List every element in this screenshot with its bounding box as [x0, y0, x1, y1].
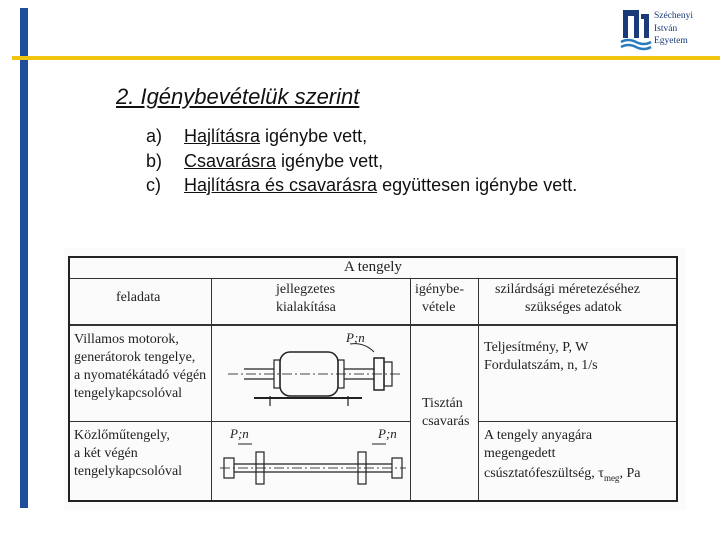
logo-line: István	[654, 23, 678, 34]
table-rule	[478, 278, 479, 500]
table-rule	[478, 421, 676, 422]
logo-emblem-icon	[620, 8, 652, 52]
header-task: feladata	[116, 290, 161, 305]
row1-task-line: a nyomatékátadó végén	[74, 368, 207, 383]
scanned-table-image	[64, 248, 686, 510]
table-rule	[70, 421, 410, 422]
list-item-text: együttesen igénybe vett.	[377, 175, 578, 195]
shaft-table	[68, 256, 678, 502]
row2-power-label-right: P;n	[378, 426, 397, 441]
slide-heading: 2. Igénybevételük szerint	[116, 84, 360, 109]
classification-list	[146, 124, 577, 198]
row2-data-line	[484, 466, 640, 483]
shear-stress-subscript: meg	[603, 472, 620, 483]
table-title: A tengely	[344, 259, 402, 275]
row1-task-line: tengelykapcsolóval	[74, 386, 183, 401]
accent-horizontal-bar	[12, 56, 720, 60]
load-line: csavarás	[422, 414, 470, 429]
row1-data-line: Fordulatszám, n, 1/s	[484, 358, 598, 373]
list-item-keyword: Csavarásra	[184, 150, 277, 171]
table-rule	[70, 324, 676, 326]
logo-text	[654, 10, 693, 48]
header-data-line: szilárdsági méretezéséhez	[495, 282, 640, 297]
header-form-line: kialakítása	[276, 300, 336, 315]
logo-line: Széchenyi	[654, 11, 694, 21]
list-marker: c)	[146, 175, 161, 195]
list-item-text: igénybe vett,	[276, 150, 384, 171]
table-rule	[211, 278, 212, 500]
row1-data-line: Teljesítmény, P, W	[484, 340, 589, 355]
motor-shaft-drawing	[224, 338, 404, 418]
row1-power-label: P;n	[346, 330, 365, 345]
shear-stress-label: csúsztatófeszültség, τ	[484, 466, 604, 481]
list-marker: a)	[146, 126, 163, 146]
load-line: Tisztán	[422, 396, 463, 411]
row2-task-line: tengelykapcsolóval	[74, 464, 183, 479]
row1-task-line: generátorok tengelye,	[74, 350, 196, 365]
table-rule	[70, 278, 676, 279]
header-form-line: jellegzetes	[276, 282, 336, 297]
gear-shaft-drawing	[218, 440, 408, 496]
logo-line: Egyetem	[654, 36, 688, 46]
university-logo	[620, 8, 718, 54]
shear-stress-unit: , Pa	[619, 466, 641, 481]
row2-task-line: Közlőműtengely,	[74, 428, 170, 443]
list-item	[146, 149, 577, 174]
row2-task-line: a két végén	[74, 446, 138, 461]
row2-power-label-left: P;n	[230, 426, 249, 441]
list-item-keyword: Hajlításra	[184, 126, 261, 146]
list-marker: b)	[146, 150, 163, 171]
header-data-line: szükséges adatok	[525, 300, 622, 315]
list-item-keyword: Hajlításra és csavarásra	[184, 175, 378, 195]
list-item-text: igénybe vett,	[260, 126, 368, 146]
row2-data-line: megengedett	[484, 446, 556, 461]
list-item	[146, 124, 577, 149]
row2-data-line: A tengely anyagára	[484, 428, 593, 443]
list-item	[146, 173, 577, 198]
table-rule	[410, 278, 411, 500]
header-load-line: igénybe-	[415, 282, 464, 297]
accent-vertical-bar	[20, 8, 28, 508]
row1-task-line: Villamos motorok,	[74, 332, 179, 347]
header-load-line: vétele	[422, 300, 456, 315]
